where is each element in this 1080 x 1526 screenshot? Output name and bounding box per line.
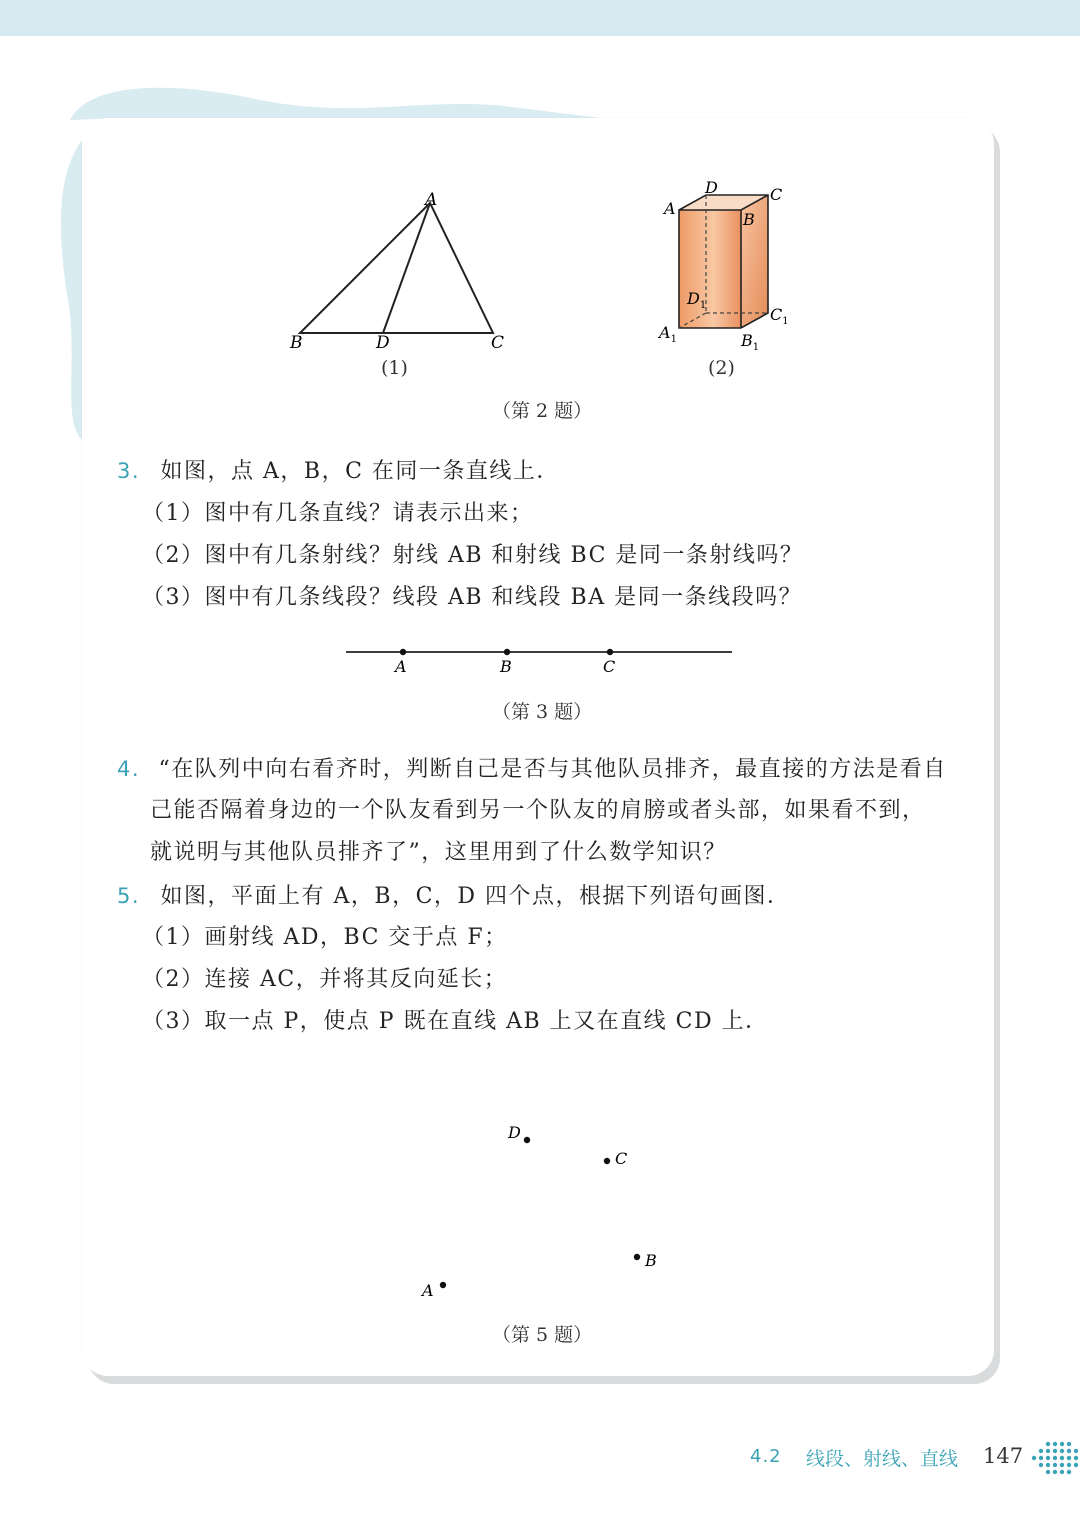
q4-line-1: 4. “在队列中向右看齐时，判断自己是否与其他队员排齐，最直接的方法是看自 (117, 757, 947, 782)
prism-sublabel: (2) (708, 357, 735, 379)
prism-label-d1: $D_1$ (687, 289, 707, 311)
q5-part-3: （3）取一点 P，使点 P 既在直线 AB 上又在直线 CD 上． (142, 1009, 769, 1034)
points-figure (400, 1110, 680, 1310)
q5-part-2: （2）连接 AC，并将其反向延长； (142, 967, 508, 992)
line-label-a: A (395, 657, 407, 676)
q5-number: 5. (117, 884, 141, 908)
label-b: B (290, 333, 303, 353)
q5-part-1: （1）画射线 AD，BC 交于点 F； (142, 925, 508, 950)
point-label-a: A (422, 1281, 434, 1300)
label-d: D (376, 333, 390, 353)
q3-caption: （第 3 题） (492, 701, 593, 723)
page-number: 147 (983, 1444, 1024, 1468)
q3-text: 如图，点 A，B，C 在同一条直线上． (160, 459, 560, 484)
prism-label-c1: $C_1$ (770, 305, 789, 327)
q4-number: 4. (117, 757, 141, 781)
point-label-c: C (615, 1149, 628, 1168)
q3-number: 3. (117, 459, 141, 483)
footer-section-number: 4.2 (750, 1446, 782, 1467)
q3-part-2: （2）图中有几条射线？射线 AB 和射线 BC 是同一条射线吗？ (142, 543, 804, 568)
line-figure (340, 640, 740, 680)
prism-label-a1: $A_1$ (659, 323, 677, 345)
line-label-c: C (603, 657, 616, 676)
prism-figure (655, 178, 795, 353)
point-label-b: B (645, 1251, 657, 1270)
q3-part-1: （1）图中有几条直线？请表示出来； (142, 501, 534, 526)
q3-stem (117, 450, 560, 493)
q5-text: 如图，平面上有 A，B，C，D 四个点，根据下列语句画图． (160, 884, 791, 909)
label-a: A (425, 190, 438, 210)
q4-line-2: 己能否隔着身边的一个队友看到另一个队友的肩膀或者头部，如果看不到， (150, 798, 926, 823)
triangle-sublabel: (1) (381, 357, 408, 379)
point-label-d: D (508, 1123, 521, 1142)
prism-label-b1: $B_1$ (741, 331, 760, 353)
q3-part-3: （3）图中有几条线段？线段 AB 和线段 BA 是同一条线段吗？ (142, 585, 803, 610)
prism-label-c: C (770, 185, 783, 204)
prism-label-b: B (743, 210, 755, 229)
q4-line-3: 就说明与其他队员排齐了”，这里用到了什么数学知识？ (150, 840, 727, 865)
footer-section-title: 线段、射线、直线 (806, 1448, 959, 1470)
prism-label-a: A (664, 199, 676, 218)
triangle-figure (280, 185, 520, 355)
label-c: C (491, 333, 505, 353)
figure2-caption: （第 2 题） (492, 400, 593, 422)
line-label-b: B (500, 657, 512, 676)
prism-label-d: D (705, 178, 718, 197)
q5-stem (117, 875, 791, 918)
q5-caption: （第 5 题） (492, 1324, 593, 1346)
dot-grid-icon (1030, 1440, 1078, 1480)
